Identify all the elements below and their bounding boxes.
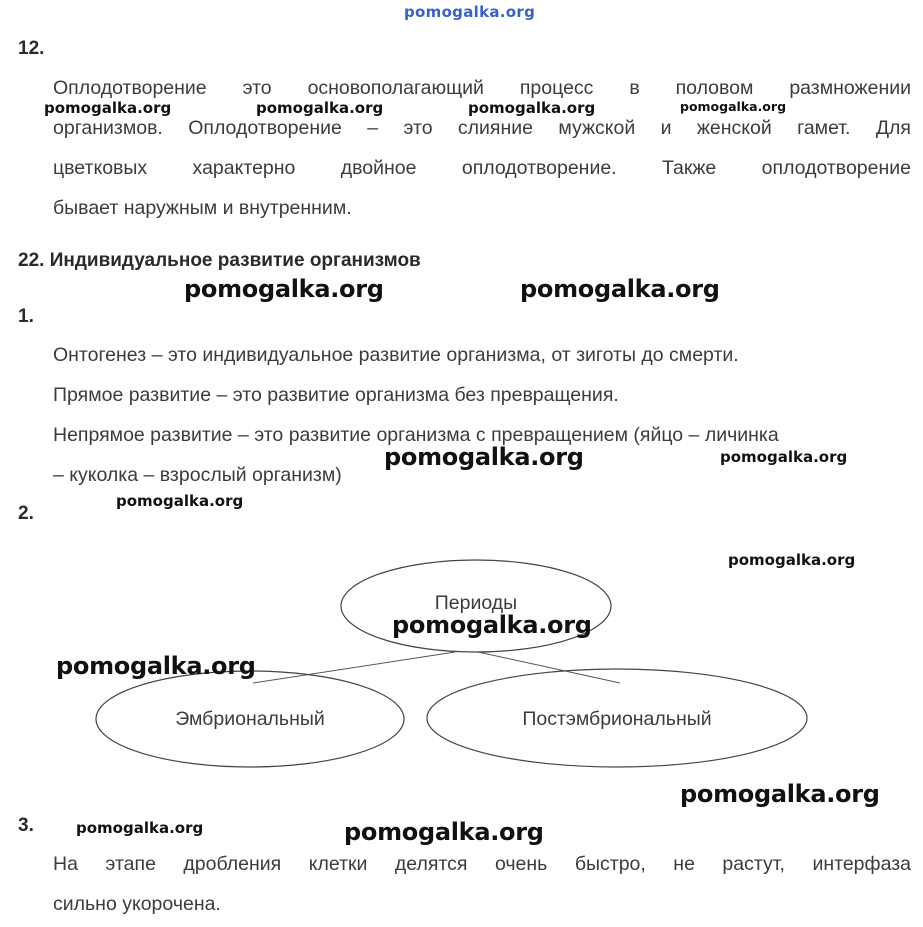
watermark: pomogalka.org bbox=[680, 780, 880, 808]
watermark: pomogalka.org bbox=[680, 99, 787, 114]
connector-line-right bbox=[478, 652, 620, 683]
watermark-top[interactable]: pomogalka.org bbox=[404, 3, 536, 21]
question-number-1: 1. bbox=[18, 306, 34, 327]
q12-line-3: цветковых характерно двойное оплодотворение. Также оплодотворение bbox=[53, 157, 911, 179]
q3-line-1: На этапе дробления клетки делятся очень быстро, не растут, интерфаза bbox=[53, 853, 911, 875]
q12-line-4: бывает наружным и внутренним. bbox=[53, 197, 352, 219]
connector-line-left bbox=[253, 652, 455, 683]
question-number-3: 3. bbox=[18, 815, 34, 836]
watermark: pomogalka.org bbox=[184, 275, 384, 303]
watermark: pomogalka.org bbox=[384, 443, 584, 471]
watermark: pomogalka.org bbox=[728, 551, 856, 569]
watermark: pomogalka.org bbox=[44, 99, 172, 117]
q1-line-3: Непрямое развитие – это развитие организма с превращением (яйцо – личинка bbox=[53, 424, 779, 446]
q3-line-2: сильно укорочена. bbox=[53, 893, 221, 915]
q12-line-2: организмов. Оплодотворение – это слияние мужской и женской гамет. Для bbox=[53, 117, 911, 139]
watermark: pomogalka.org bbox=[344, 818, 544, 846]
watermark: pomogalka.org bbox=[720, 448, 848, 466]
q1-line-4: – куколка – взрослый организм) bbox=[53, 464, 342, 486]
root-node-label: Периоды bbox=[434, 592, 518, 614]
child-node-embryonic-label: Эмбриональный bbox=[175, 708, 325, 730]
watermark: pomogalka.org bbox=[392, 611, 592, 639]
chapter-heading: 22. Индивидуальное развитие организмов bbox=[18, 250, 421, 271]
watermark: pomogalka.org bbox=[520, 275, 720, 303]
q1-line-2: Прямое развитие – это развитие организма без превращения. bbox=[53, 384, 619, 406]
q1-line-1: Онтогенез – это индивидуальное развитие организма, от зиготы до смерти. bbox=[53, 344, 739, 366]
question-number-12: 12. bbox=[18, 38, 45, 59]
watermark: pomogalka.org bbox=[76, 819, 204, 837]
q12-line-1: Оплодотворение это основополагающий процесс в половом размножении bbox=[53, 77, 911, 99]
child-node-postembryonic-label: Постэмбриональный bbox=[522, 708, 712, 730]
watermark: pomogalka.org bbox=[468, 99, 596, 117]
watermark: pomogalka.org bbox=[116, 492, 244, 510]
question-number-2: 2. bbox=[18, 503, 34, 524]
watermark: pomogalka.org bbox=[256, 99, 384, 117]
watermark: pomogalka.org bbox=[56, 652, 256, 680]
